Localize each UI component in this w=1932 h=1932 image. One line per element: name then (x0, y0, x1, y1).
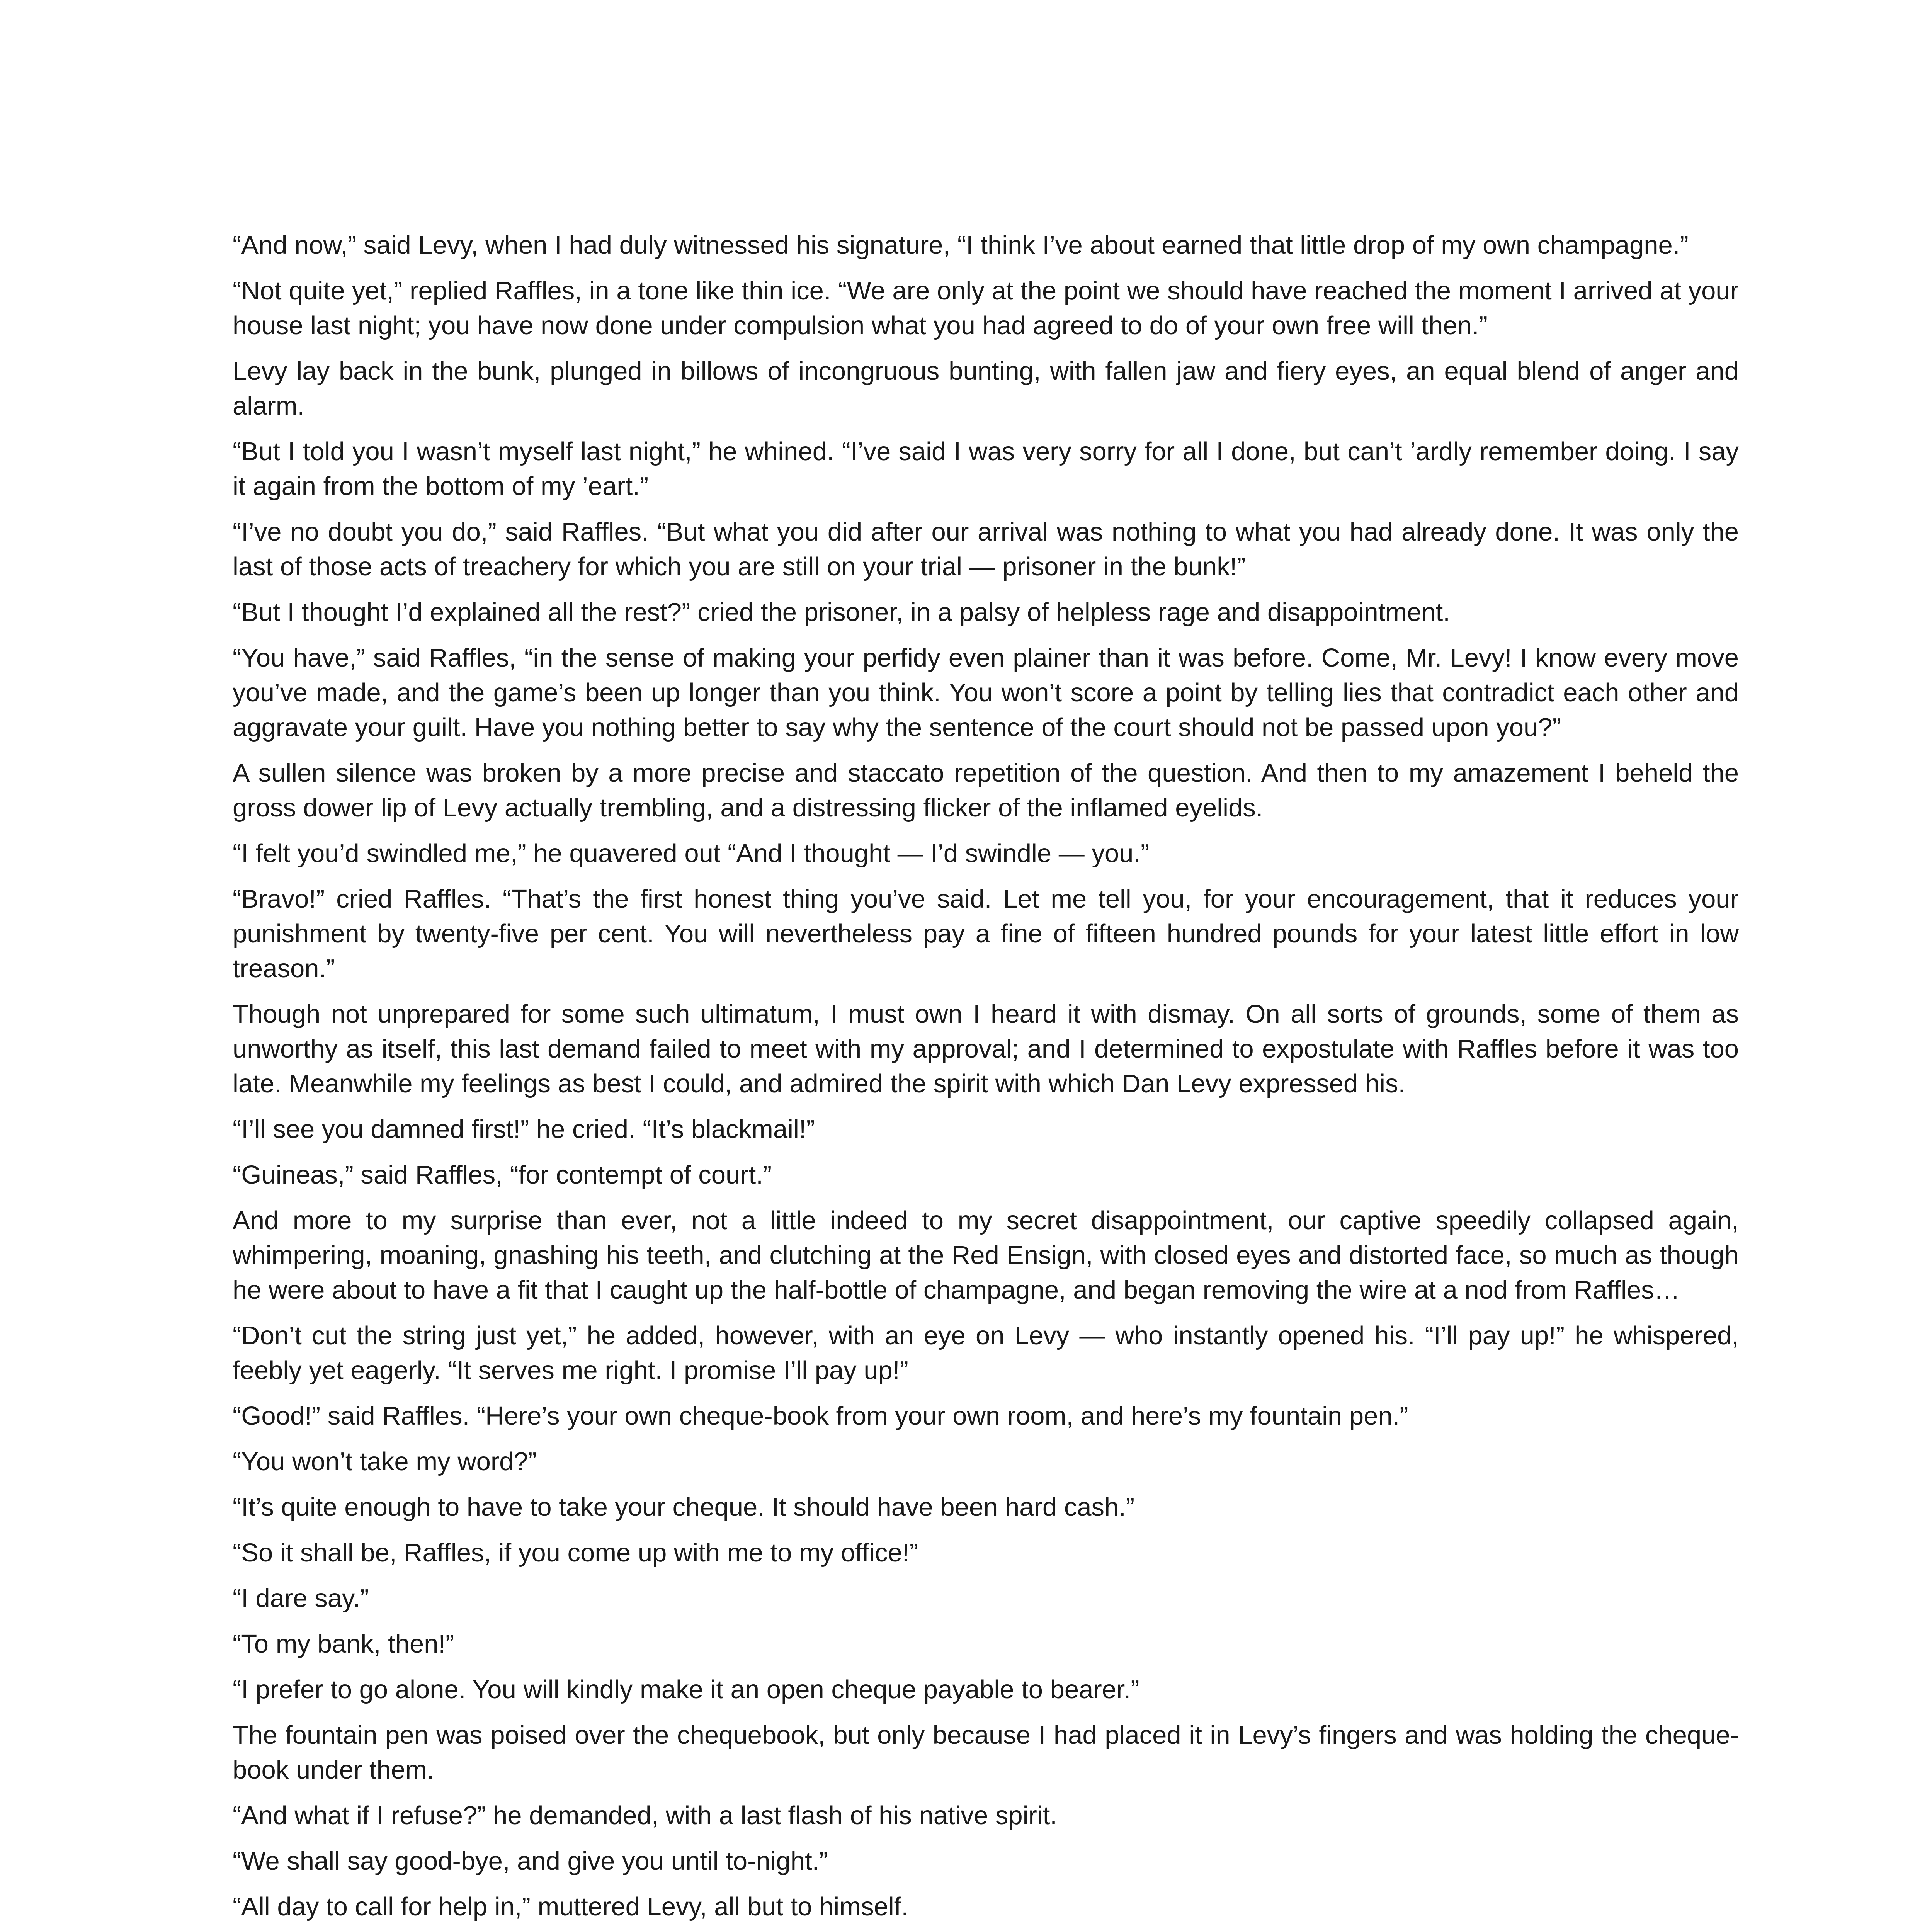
paragraph: “Not quite yet,” replied Raffles, in a tone like thin ice. “We are only at the point we should have reached the moment I arrived at your house last night; you have now done under compulsion what you had agreed to do of your own free will then.” (233, 276, 1739, 340)
paragraph: “You won’t take my word?” (233, 1447, 537, 1476)
paragraph: “It’s quite enough to have to take your cheque. It should have been hard cash.” (233, 1493, 1135, 1522)
paragraph: “To my bank, then!” (233, 1629, 454, 1658)
paragraph: “We shall say good-bye, and give you until to-night.” (233, 1847, 828, 1876)
paragraph: The fountain pen was poised over the chequebook, but only because I had placed it in Levy’s fingers and was holding the cheque-book under them. (233, 1721, 1739, 1784)
text-block (233, 228, 1739, 1932)
paragraph: “I prefer to go alone. You will kindly make it an open cheque payable to bearer.” (233, 1675, 1139, 1704)
paragraph: “All day to call for help in,” muttered Levy, all but to himself. (233, 1892, 908, 1921)
paragraph: “But I thought I’d explained all the rest?” cried the prisoner, in a palsy of helpless rage and disappointment. (233, 598, 1450, 627)
paragraph: “I’ve no doubt you do,” said Raffles. “But what you did after our arrival was nothing to what you had already done. It was only the last of those acts of treachery for which you are still on your trial — prisoner in the bunk!” (233, 517, 1739, 581)
paragraph: “Bravo!” cried Raffles. “That’s the first honest thing you’ve said. Let me tell you, for your encouragement, that it reduces your punishment by twenty-five per cent. You will nevertheless pay a fine of fifteen hundred pounds for your latest little effort in low treason.” (233, 884, 1739, 983)
paragraph: And more to my surprise than ever, not a little indeed to my secret disappointment, our captive speedily collapsed again, whimpering, moaning, gnashing his teeth, and clutching at the Red Ensign, with closed eyes and distorted face, so much as though he were about to have a fit that I caught up the half-bottle of champagne, and began removing the wire at a nod from Raffles… (233, 1206, 1739, 1304)
paragraph: “Good!” said Raffles. “Here’s your own cheque-book from your own room, and here’s my fountain pen.” (233, 1401, 1408, 1430)
paragraph: A sullen silence was broken by a more precise and staccato repetition of the question. And then to my amazement I beheld the gross dower lip of Levy actually trembling, and a distressing flicker of the inflamed eyelids. (233, 759, 1739, 822)
paragraph: “I dare say.” (233, 1584, 369, 1613)
paragraph: “I’ll see you damned first!” he cried. “It’s blackmail!” (233, 1115, 815, 1144)
paragraph: “So it shall be, Raffles, if you come up with me to my office!” (233, 1538, 918, 1567)
paragraph: “Guineas,” said Raffles, “for contempt of court.” (233, 1160, 772, 1189)
paragraph: “You have,” said Raffles, “in the sense of making your perfidy even plainer than it was before. Come, Mr. Levy! I know every move you’ve made, and the game’s been up longer than you think. You won’t score a point by telling lies that contradict each other and aggravate your guilt. Have you nothing better to say why the sentence of the court should not be passed upon you?” (233, 643, 1739, 742)
paragraph: “But I told you I wasn’t myself last night,” he whined. “I’ve said I was very sorry for all I done, but can’t ’ardly remember doing. I say it again from the bottom of my ’eart.” (233, 437, 1739, 501)
paragraph: Though not unprepared for some such ultimatum, I must own I heard it with dismay. On all sorts of grounds, some of them as unworthy as itself, this last demand failed to meet with my approval; and I determined to expostulate with Raffles before it was too late. Meanwhile my feelings as best I could, and admired the spirit with which Dan Levy expressed his. (233, 1000, 1739, 1098)
paragraph: Levy lay back in the bunk, plunged in billows of incongruous bunting, with fallen jaw and fiery eyes, an equal blend of anger and alarm. (233, 357, 1739, 420)
paragraph: “And what if I refuse?” he demanded, with a last flash of his native spirit. (233, 1801, 1057, 1830)
paragraph: “And now,” said Levy, when I had duly witnessed his signature, “I think I’ve about earned that little drop of my own champagne.” (233, 231, 1689, 260)
paragraph: “I felt you’d swindled me,” he quavered out “And I thought — I’d swindle — you.” (233, 839, 1150, 868)
paragraph: “Don’t cut the string just yet,” he added, however, with an eye on Levy — who instantly opened his. “I’ll pay up!” he whispered, feebly yet eagerly. “It serves me right. I promise I’ll pay up!” (233, 1321, 1739, 1385)
